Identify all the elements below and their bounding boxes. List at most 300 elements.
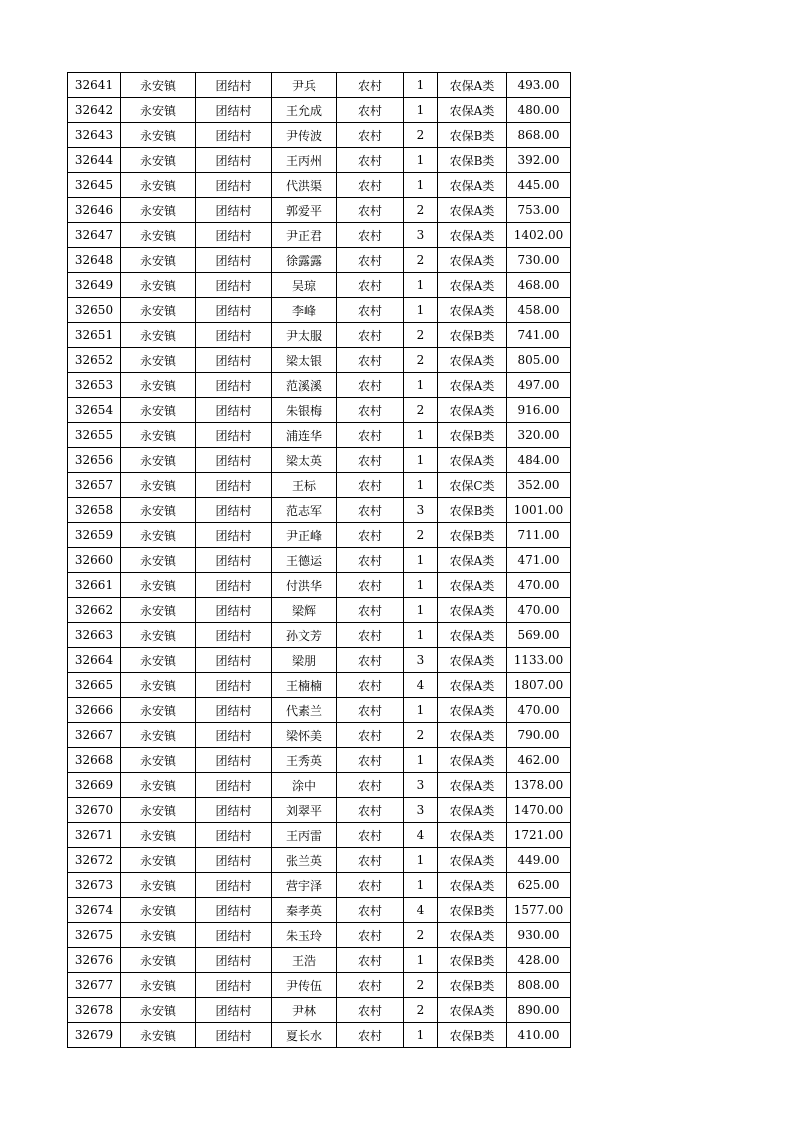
person-name-cell: 王浩 [272,948,337,973]
village-cell: 团结村 [196,248,272,273]
record-id-cell: 32655 [68,423,121,448]
beneficiary-table [67,72,571,1048]
table-row [68,198,571,223]
person-name-cell: 王秀英 [272,748,337,773]
town-cell: 永安镇 [121,373,196,398]
village-cell: 团结村 [196,373,272,398]
household-type-cell: 农村 [337,648,404,673]
record-id-cell: 32666 [68,698,121,723]
category-cell: 农保B类 [438,123,507,148]
town-cell: 永安镇 [121,873,196,898]
town-cell: 永安镇 [121,498,196,523]
category-cell: 农保A类 [438,223,507,248]
category-cell: 农保A类 [438,248,507,273]
record-id-cell: 32673 [68,873,121,898]
town-cell: 永安镇 [121,998,196,1023]
category-cell: 农保A类 [438,698,507,723]
category-cell: 农保A类 [438,773,507,798]
town-cell: 永安镇 [121,223,196,248]
record-id-cell: 32661 [68,573,121,598]
person-name-cell: 夏长水 [272,1023,337,1048]
record-id-cell: 32678 [68,998,121,1023]
member-count-cell: 2 [404,323,438,348]
household-type-cell: 农村 [337,448,404,473]
household-type-cell: 农村 [337,723,404,748]
category-cell: 农保B类 [438,323,507,348]
table-row [68,848,571,873]
village-cell: 团结村 [196,473,272,498]
town-cell: 永安镇 [121,723,196,748]
amount-cell: 625.00 [507,873,571,898]
village-cell: 团结村 [196,848,272,873]
table-row [68,398,571,423]
town-cell: 永安镇 [121,848,196,873]
table-row [68,773,571,798]
category-cell: 农保B类 [438,423,507,448]
person-name-cell: 范志军 [272,498,337,523]
amount-cell: 462.00 [507,748,571,773]
household-type-cell: 农村 [337,98,404,123]
person-name-cell: 代洪渠 [272,173,337,198]
member-count-cell: 1 [404,98,438,123]
person-name-cell: 王楠楠 [272,673,337,698]
table-row [68,898,571,923]
category-cell: 农保B类 [438,973,507,998]
record-id-cell: 32672 [68,848,121,873]
town-cell: 永安镇 [121,548,196,573]
table-row [68,473,571,498]
village-cell: 团结村 [196,148,272,173]
table-row [68,948,571,973]
member-count-cell: 2 [404,923,438,948]
amount-cell: 890.00 [507,998,571,1023]
member-count-cell: 2 [404,348,438,373]
town-cell: 永安镇 [121,148,196,173]
household-type-cell: 农村 [337,748,404,773]
person-name-cell: 朱银梅 [272,398,337,423]
member-count-cell: 1 [404,148,438,173]
person-name-cell: 付洪华 [272,573,337,598]
amount-cell: 428.00 [507,948,571,973]
category-cell: 农保A类 [438,373,507,398]
category-cell: 农保B类 [438,523,507,548]
town-cell: 永安镇 [121,623,196,648]
table-row [68,623,571,648]
amount-cell: 320.00 [507,423,571,448]
town-cell: 永安镇 [121,98,196,123]
category-cell: 农保A类 [438,198,507,223]
person-name-cell: 涂中 [272,773,337,798]
record-id-cell: 32650 [68,298,121,323]
member-count-cell: 3 [404,798,438,823]
town-cell: 永安镇 [121,523,196,548]
town-cell: 永安镇 [121,173,196,198]
household-type-cell: 农村 [337,848,404,873]
category-cell: 农保A类 [438,623,507,648]
member-count-cell: 1 [404,948,438,973]
category-cell: 农保A类 [438,448,507,473]
record-id-cell: 32674 [68,898,121,923]
category-cell: 农保A类 [438,73,507,98]
village-cell: 团结村 [196,798,272,823]
town-cell: 永安镇 [121,648,196,673]
person-name-cell: 梁太银 [272,348,337,373]
table-row [68,598,571,623]
record-id-cell: 32669 [68,773,121,798]
category-cell: 农保A类 [438,573,507,598]
member-count-cell: 2 [404,523,438,548]
record-id-cell: 32664 [68,648,121,673]
table-row [68,648,571,673]
household-type-cell: 农村 [337,773,404,798]
person-name-cell: 王丙雷 [272,823,337,848]
village-cell: 团结村 [196,773,272,798]
household-type-cell: 农村 [337,498,404,523]
category-cell: 农保A类 [438,98,507,123]
amount-cell: 392.00 [507,148,571,173]
member-count-cell: 2 [404,398,438,423]
amount-cell: 471.00 [507,548,571,573]
category-cell: 农保A类 [438,548,507,573]
member-count-cell: 1 [404,298,438,323]
person-name-cell: 尹兵 [272,73,337,98]
record-id-cell: 32657 [68,473,121,498]
village-cell: 团结村 [196,698,272,723]
member-count-cell: 1 [404,173,438,198]
amount-cell: 569.00 [507,623,571,648]
member-count-cell: 2 [404,123,438,148]
village-cell: 团结村 [196,398,272,423]
amount-cell: 930.00 [507,923,571,948]
household-type-cell: 农村 [337,473,404,498]
amount-cell: 1721.00 [507,823,571,848]
person-name-cell: 孙文芳 [272,623,337,648]
village-cell: 团结村 [196,723,272,748]
member-count-cell: 1 [404,423,438,448]
member-count-cell: 2 [404,198,438,223]
person-name-cell: 梁太英 [272,448,337,473]
record-id-cell: 32651 [68,323,121,348]
table-row [68,148,571,173]
village-cell: 团结村 [196,73,272,98]
person-name-cell: 尹正峰 [272,523,337,548]
household-type-cell: 农村 [337,1023,404,1048]
town-cell: 永安镇 [121,273,196,298]
table-row [68,223,571,248]
category-cell: 农保A类 [438,998,507,1023]
table-row [68,348,571,373]
town-cell: 永安镇 [121,423,196,448]
record-id-cell: 32679 [68,1023,121,1048]
amount-cell: 468.00 [507,273,571,298]
village-cell: 团结村 [196,823,272,848]
person-name-cell: 王标 [272,473,337,498]
amount-cell: 484.00 [507,448,571,473]
amount-cell: 1378.00 [507,773,571,798]
village-cell: 团结村 [196,623,272,648]
table-row [68,498,571,523]
record-id-cell: 32670 [68,798,121,823]
amount-cell: 445.00 [507,173,571,198]
household-type-cell: 农村 [337,823,404,848]
table-row [68,523,571,548]
town-cell: 永安镇 [121,773,196,798]
person-name-cell: 李峰 [272,298,337,323]
person-name-cell: 吴琼 [272,273,337,298]
record-id-cell: 32649 [68,273,121,298]
household-type-cell: 农村 [337,973,404,998]
record-id-cell: 32653 [68,373,121,398]
household-type-cell: 农村 [337,923,404,948]
table-row [68,248,571,273]
person-name-cell: 刘翠平 [272,798,337,823]
household-type-cell: 农村 [337,123,404,148]
category-cell: 农保A类 [438,398,507,423]
village-cell: 团结村 [196,673,272,698]
village-cell: 团结村 [196,573,272,598]
amount-cell: 470.00 [507,598,571,623]
household-type-cell: 农村 [337,398,404,423]
category-cell: 农保A类 [438,723,507,748]
record-id-cell: 32663 [68,623,121,648]
village-cell: 团结村 [196,873,272,898]
household-type-cell: 农村 [337,523,404,548]
record-id-cell: 32662 [68,598,121,623]
town-cell: 永安镇 [121,348,196,373]
town-cell: 永安镇 [121,473,196,498]
category-cell: 农保C类 [438,473,507,498]
category-cell: 农保A类 [438,923,507,948]
person-name-cell: 梁辉 [272,598,337,623]
person-name-cell: 王德运 [272,548,337,573]
village-cell: 团结村 [196,923,272,948]
table-row [68,748,571,773]
person-name-cell: 尹正君 [272,223,337,248]
village-cell: 团结村 [196,173,272,198]
member-count-cell: 4 [404,823,438,848]
household-type-cell: 农村 [337,573,404,598]
amount-cell: 1807.00 [507,673,571,698]
amount-cell: 352.00 [507,473,571,498]
record-id-cell: 32660 [68,548,121,573]
table-row [68,673,571,698]
town-cell: 永安镇 [121,73,196,98]
table-row [68,98,571,123]
household-type-cell: 农村 [337,223,404,248]
table-row [68,548,571,573]
amount-cell: 808.00 [507,973,571,998]
village-cell: 团结村 [196,598,272,623]
table-row [68,998,571,1023]
household-type-cell: 农村 [337,598,404,623]
village-cell: 团结村 [196,423,272,448]
member-count-cell: 1 [404,73,438,98]
record-id-cell: 32668 [68,748,121,773]
person-name-cell: 尹太服 [272,323,337,348]
village-cell: 团结村 [196,273,272,298]
town-cell: 永安镇 [121,973,196,998]
amount-cell: 449.00 [507,848,571,873]
town-cell: 永安镇 [121,748,196,773]
record-id-cell: 32645 [68,173,121,198]
town-cell: 永安镇 [121,923,196,948]
amount-cell: 916.00 [507,398,571,423]
record-id-cell: 32643 [68,123,121,148]
person-name-cell: 秦孝英 [272,898,337,923]
town-cell: 永安镇 [121,248,196,273]
category-cell: 农保B类 [438,898,507,923]
household-type-cell: 农村 [337,898,404,923]
household-type-cell: 农村 [337,173,404,198]
village-cell: 团结村 [196,898,272,923]
person-name-cell: 代素兰 [272,698,337,723]
village-cell: 团结村 [196,198,272,223]
village-cell: 团结村 [196,123,272,148]
table-row [68,123,571,148]
record-id-cell: 32654 [68,398,121,423]
record-id-cell: 32677 [68,973,121,998]
amount-cell: 480.00 [507,98,571,123]
record-id-cell: 32676 [68,948,121,973]
member-count-cell: 1 [404,473,438,498]
village-cell: 团结村 [196,448,272,473]
person-name-cell: 范溪溪 [272,373,337,398]
category-cell: 农保A类 [438,273,507,298]
household-type-cell: 农村 [337,73,404,98]
amount-cell: 497.00 [507,373,571,398]
town-cell: 永安镇 [121,398,196,423]
person-name-cell: 营宇泽 [272,873,337,898]
table-row [68,723,571,748]
record-id-cell: 32675 [68,923,121,948]
person-name-cell: 梁朋 [272,648,337,673]
member-count-cell: 1 [404,598,438,623]
member-count-cell: 2 [404,998,438,1023]
village-cell: 团结村 [196,323,272,348]
record-id-cell: 32659 [68,523,121,548]
member-count-cell: 2 [404,248,438,273]
household-type-cell: 农村 [337,548,404,573]
town-cell: 永安镇 [121,573,196,598]
household-type-cell: 农村 [337,298,404,323]
category-cell: 农保B类 [438,148,507,173]
member-count-cell: 1 [404,448,438,473]
person-name-cell: 徐露露 [272,248,337,273]
member-count-cell: 4 [404,898,438,923]
member-count-cell: 1 [404,623,438,648]
person-name-cell: 王丙州 [272,148,337,173]
category-cell: 农保B类 [438,948,507,973]
category-cell: 农保B类 [438,1023,507,1048]
person-name-cell: 尹传波 [272,123,337,148]
town-cell: 永安镇 [121,598,196,623]
record-id-cell: 32648 [68,248,121,273]
town-cell: 永安镇 [121,448,196,473]
village-cell: 团结村 [196,973,272,998]
household-type-cell: 农村 [337,323,404,348]
record-id-cell: 32652 [68,348,121,373]
household-type-cell: 农村 [337,623,404,648]
person-name-cell: 朱玉玲 [272,923,337,948]
table-row [68,798,571,823]
record-id-cell: 32647 [68,223,121,248]
member-count-cell: 1 [404,573,438,598]
household-type-cell: 农村 [337,373,404,398]
person-name-cell: 梁怀美 [272,723,337,748]
member-count-cell: 1 [404,848,438,873]
town-cell: 永安镇 [121,298,196,323]
table-row [68,73,571,98]
amount-cell: 470.00 [507,573,571,598]
amount-cell: 1402.00 [507,223,571,248]
village-cell: 团结村 [196,498,272,523]
household-type-cell: 农村 [337,873,404,898]
person-name-cell: 张兰英 [272,848,337,873]
amount-cell: 790.00 [507,723,571,748]
person-name-cell: 王允成 [272,98,337,123]
amount-cell: 493.00 [507,73,571,98]
table-row [68,973,571,998]
household-type-cell: 农村 [337,698,404,723]
town-cell: 永安镇 [121,823,196,848]
member-count-cell: 1 [404,748,438,773]
category-cell: 农保A类 [438,673,507,698]
table-row [68,323,571,348]
member-count-cell: 2 [404,723,438,748]
amount-cell: 1133.00 [507,648,571,673]
amount-cell: 805.00 [507,348,571,373]
member-count-cell: 1 [404,548,438,573]
town-cell: 永安镇 [121,123,196,148]
amount-cell: 711.00 [507,523,571,548]
household-type-cell: 农村 [337,148,404,173]
category-cell: 农保B类 [438,498,507,523]
person-name-cell: 浦连华 [272,423,337,448]
village-cell: 团结村 [196,348,272,373]
household-type-cell: 农村 [337,948,404,973]
record-id-cell: 32658 [68,498,121,523]
village-cell: 团结村 [196,748,272,773]
category-cell: 农保A类 [438,748,507,773]
record-id-cell: 32642 [68,98,121,123]
household-type-cell: 农村 [337,273,404,298]
village-cell: 团结村 [196,523,272,548]
table-row [68,823,571,848]
household-type-cell: 农村 [337,198,404,223]
table-row [68,1023,571,1048]
amount-cell: 458.00 [507,298,571,323]
category-cell: 农保A类 [438,348,507,373]
amount-cell: 741.00 [507,323,571,348]
amount-cell: 1001.00 [507,498,571,523]
member-count-cell: 1 [404,698,438,723]
village-cell: 团结村 [196,948,272,973]
household-type-cell: 农村 [337,348,404,373]
record-id-cell: 32665 [68,673,121,698]
town-cell: 永安镇 [121,323,196,348]
town-cell: 永安镇 [121,1023,196,1048]
village-cell: 团结村 [196,1023,272,1048]
town-cell: 永安镇 [121,948,196,973]
village-cell: 团结村 [196,648,272,673]
member-count-cell: 3 [404,498,438,523]
table-row [68,423,571,448]
amount-cell: 410.00 [507,1023,571,1048]
village-cell: 团结村 [196,998,272,1023]
record-id-cell: 32671 [68,823,121,848]
member-count-cell: 4 [404,673,438,698]
amount-cell: 470.00 [507,698,571,723]
